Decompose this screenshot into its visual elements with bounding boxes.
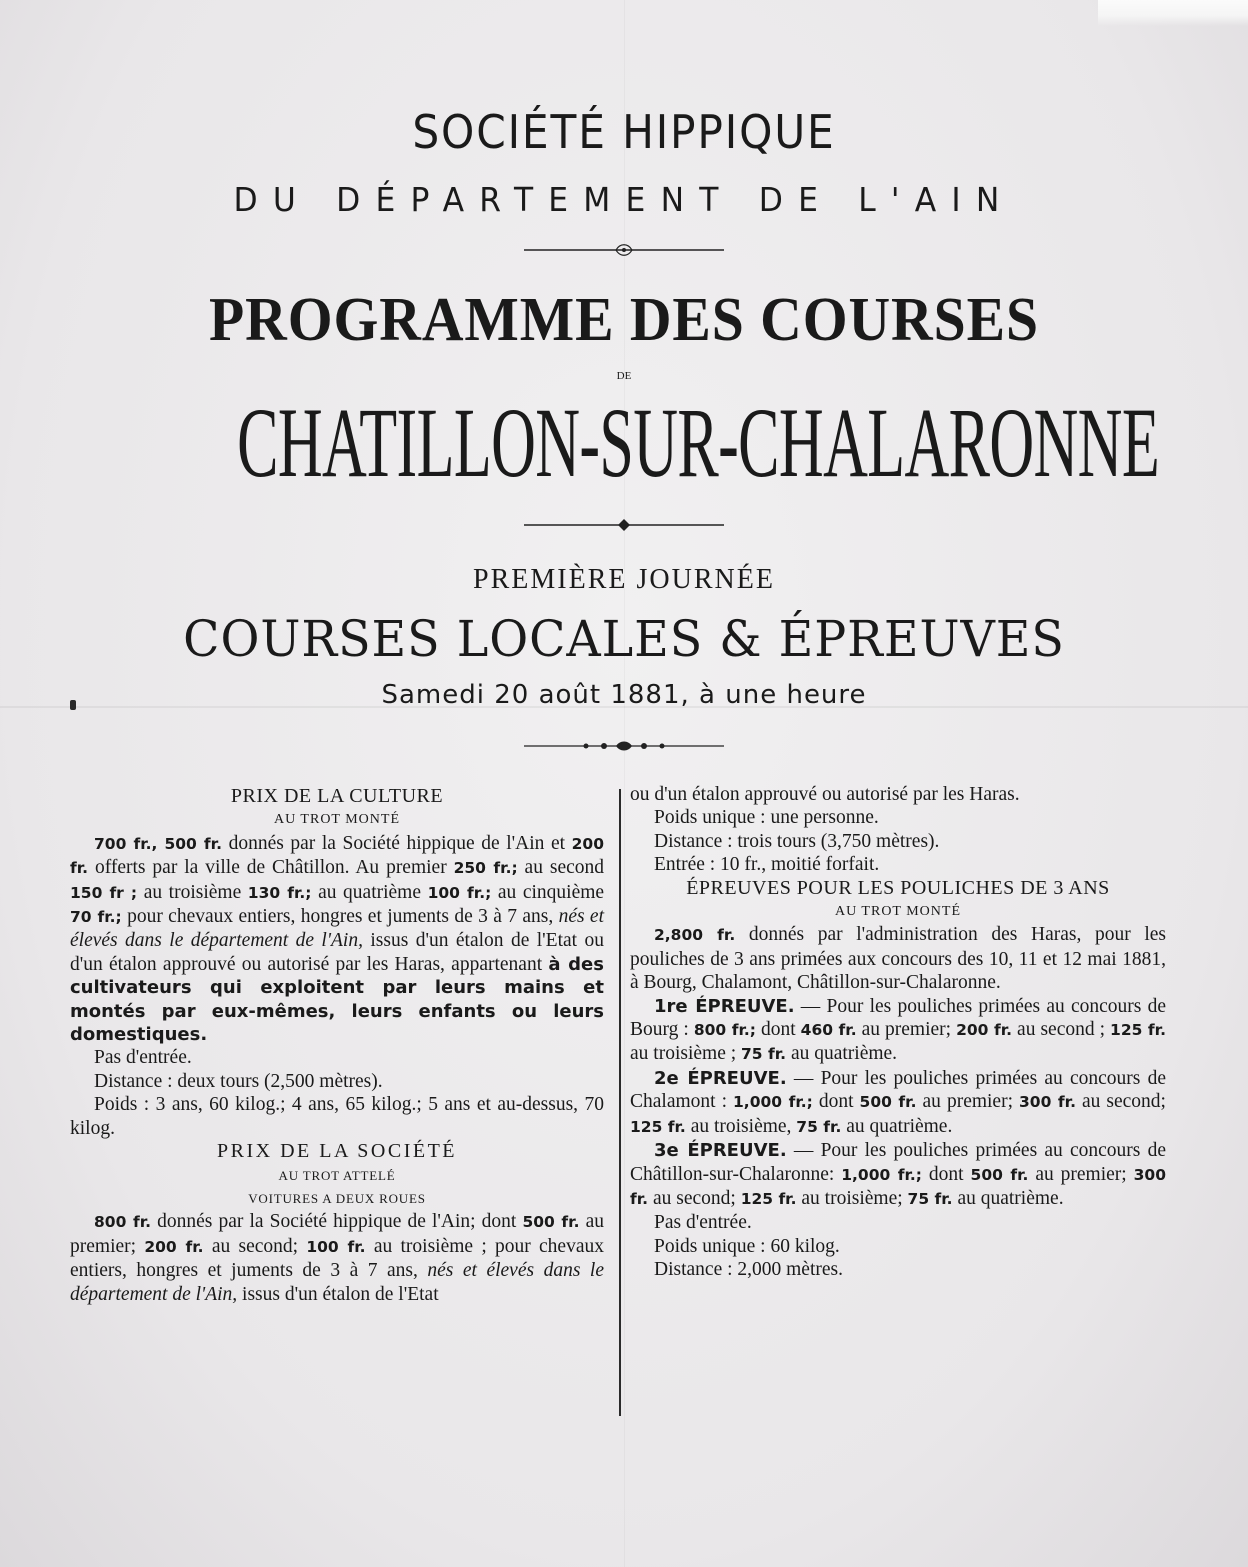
text: offerts par la ville de Châtillon. Au premier	[88, 857, 454, 879]
text: au troisième ;	[630, 1043, 742, 1065]
text: au troisième ; pour chevaux entiers, hongres et juments de 3 à 7 ans,	[70, 1235, 604, 1282]
epreuve-1	[630, 995, 1166, 1067]
epreuve-heading: 3e ÉPREUVE.	[654, 1140, 787, 1162]
text: dont	[922, 1163, 971, 1185]
amount: 130 fr.;	[247, 883, 312, 902]
text: au second;	[1075, 1091, 1166, 1113]
text: au premier;	[856, 1019, 957, 1041]
text: — Pour les pouliches primées au concours de Chalamont :	[630, 1067, 1167, 1113]
amount: 150 fr ;	[70, 883, 138, 902]
text-italic: nés et élevés dans le département de l'Ain,	[70, 906, 604, 952]
text-bold: à des cultivateurs qui exploitent par leurs mains et montés par eux-mêmes, leurs enfants ou leurs domestiques.	[70, 953, 604, 1046]
prix-culture-entree: Pas d'entrée.	[94, 1047, 192, 1069]
amount: 125 fr.	[630, 1117, 686, 1136]
amount: 100 fr.	[306, 1237, 366, 1256]
text: au troisième,	[685, 1115, 797, 1137]
text: au second ;	[1012, 1019, 1111, 1041]
prix-societe-subtitle-2: VOITURES A DEUX ROUES	[248, 1190, 426, 1206]
text: au quatrième.	[952, 1187, 1064, 1209]
pouliches-subtitle: AU TROT MONTÉ	[834, 904, 962, 920]
prix-societe-poids: Poids unique : une personne.	[654, 807, 879, 829]
column-divider	[619, 789, 621, 1416]
text: au troisième	[137, 881, 248, 903]
text: donnés par l'administration des Haras, pour les pouliches de 3 ans primées aux concours des 10, 11 et 12 mai 1881, à Bourg, Chalamont, Châtillon-sur-Chalaronne.	[630, 924, 1166, 994]
amount: 200 fr.	[70, 834, 604, 878]
text: au quatrième	[311, 881, 428, 903]
text: — Pour les pouliches primées au concours de Bourg :	[630, 995, 1167, 1041]
right-column	[630, 783, 1166, 1282]
text: au second	[517, 857, 605, 879]
prix-societe-distance: Distance : trois tours (3,750 mètres).	[654, 830, 940, 852]
text: au quatrième.	[841, 1115, 953, 1137]
text: au premier;	[70, 1211, 604, 1257]
amount: 800 fr.;	[693, 1021, 756, 1040]
epreuve-heading: 1re ÉPREUVE.	[654, 995, 795, 1017]
ornament-separator-bottom	[524, 737, 724, 755]
epreuve-heading: 2e ÉPREUVE.	[654, 1067, 787, 1089]
society-name: SOCIÉTÉ HIPPIQUE	[412, 105, 836, 159]
text: issus d'un étalon de l'Etat	[237, 1283, 439, 1305]
amount: 460 fr.	[800, 1021, 857, 1040]
text: issus d'un étalon de l'Etat ou d'un étalon approuvé ou autorisé par les Haras, appartenant	[70, 930, 604, 975]
amount: 800 fr.	[94, 1213, 152, 1232]
text: dont	[812, 1091, 860, 1113]
text: au troisième;	[796, 1187, 908, 1209]
amount: 1,000 fr.;	[733, 1093, 813, 1112]
prix-societe-title: PRIX DE LA SOCIÉTÉ	[217, 1140, 457, 1163]
text: — Pour les pouliches primées au concours de Châtillon-sur-Chalaronne:	[630, 1140, 1167, 1185]
amount: 300 fr.	[1019, 1093, 1076, 1112]
prix-culture-distance: Distance : deux tours (2,500 mètres).	[94, 1070, 383, 1092]
fold-line-vertical	[624, 0, 625, 1567]
amount: 125 fr.	[740, 1189, 797, 1208]
amount: 1,000 fr.;	[841, 1165, 922, 1184]
amount: 70 fr.;	[70, 908, 122, 927]
event-subtitle: COURSES LOCALES & ÉPREUVES	[183, 610, 1065, 668]
amount: 2,800 fr.	[654, 926, 736, 945]
ornament-separator-top	[524, 241, 724, 259]
amount: 500 fr.	[859, 1093, 917, 1112]
torn-corner	[1098, 0, 1248, 26]
text: donnés par la Société hippique de l'Ain; dont	[151, 1211, 523, 1233]
society-department: DU DÉPARTEMENT DE L'AIN	[233, 180, 1015, 219]
prix-societe-text	[70, 1210, 604, 1306]
text: au second;	[648, 1187, 741, 1209]
prix-culture-title: PRIX DE LA CULTURE	[230, 785, 444, 807]
text-italic: nés et élevés dans le département de l'Ain,	[70, 1260, 604, 1305]
amount: 75 fr.	[907, 1189, 953, 1208]
pouliches-entree: Pas d'entrée.	[654, 1212, 752, 1234]
text: pour chevaux entiers, hongres et juments de 3 à 7 ans,	[121, 906, 559, 928]
prix-culture-subtitle: AU TROT MONTÉ	[273, 812, 401, 828]
epreuve-3	[630, 1139, 1166, 1211]
ornament-separator-middle	[524, 516, 724, 534]
text: au quatrième.	[786, 1043, 898, 1065]
prix-societe-continuation: ou d'un étalon approuvé ou autorisé par les Haras.	[630, 784, 1020, 805]
amount: 200 fr.	[144, 1237, 204, 1256]
text: dont	[755, 1019, 801, 1041]
amount: 500 fr.	[522, 1213, 580, 1232]
amount: 100 fr.;	[427, 883, 492, 902]
amount: 125 fr.	[1110, 1021, 1166, 1040]
title-connector: DE	[616, 370, 632, 382]
prix-societe-entree: Entrée : 10 fr., moitié forfait.	[654, 854, 880, 876]
pouliches-intro	[630, 923, 1166, 994]
amount: 200 fr.	[956, 1021, 1013, 1040]
pin-hole-mark	[70, 700, 76, 710]
pouliches-title: ÉPREUVES POUR LES POULICHES DE 3 ANS	[686, 876, 1110, 899]
text: au premier;	[916, 1091, 1020, 1113]
prix-societe-subtitle: AU TROT ATTELÉ	[278, 1167, 396, 1183]
amount: 75 fr.	[796, 1117, 842, 1136]
text: au second;	[203, 1235, 307, 1257]
amount: 75 fr.	[741, 1045, 787, 1064]
pouliches-distance: Distance : 2,000 mètres.	[654, 1259, 843, 1281]
text: au cinquième	[491, 881, 605, 903]
pouliches-poids: Poids unique : 60 kilog.	[654, 1235, 840, 1257]
amount: 250 fr.;	[453, 859, 518, 878]
day-heading: PREMIÈRE JOURNÉE	[473, 564, 775, 595]
epreuve-2	[630, 1067, 1166, 1139]
left-column	[70, 785, 604, 1306]
event-date: Samedi 20 août 1881, à une heure	[381, 680, 867, 710]
amount: 300 fr.	[630, 1165, 1166, 1208]
text: au premier;	[1028, 1163, 1134, 1185]
amount: 700 fr., 500 fr.	[94, 834, 222, 853]
program-title: PROGRAMME DES COURSES	[208, 286, 1040, 354]
town-name: CHATILLON-SUR-CHALARONNE	[237, 387, 1160, 498]
text: donnés par la Société hippique de l'Ain et	[222, 832, 572, 854]
amount: 500 fr.	[970, 1165, 1029, 1184]
prix-culture-text	[70, 832, 604, 1047]
prix-culture-poids: Poids : 3 ans, 60 kilog.; 4 ans, 65 kilog.; 5 ans et au-dessus, 70 kilog.	[70, 1094, 604, 1139]
